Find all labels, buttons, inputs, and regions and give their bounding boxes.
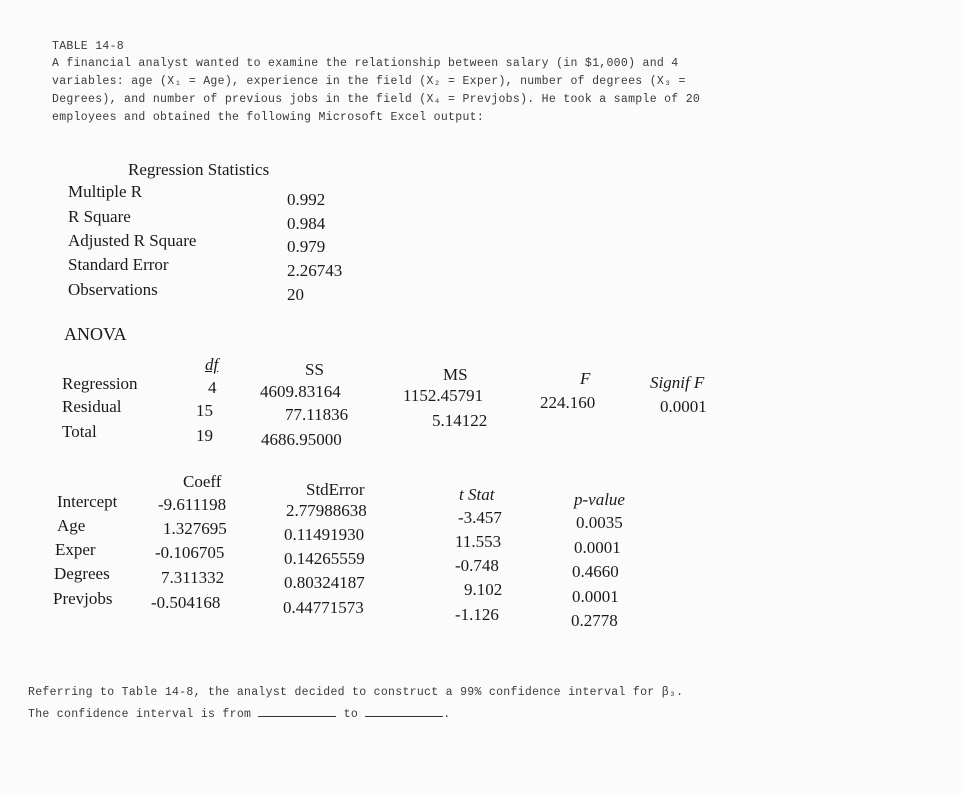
anova-header-df: df [205, 355, 219, 374]
coef-age-coeff: 1.327695 [163, 519, 227, 538]
anova-residual-df: 15 [196, 401, 213, 420]
coef-prevjobs-stderr: 0.44771573 [283, 598, 364, 617]
stat-label-r-square: R Square [68, 207, 131, 226]
answer-blank-upper[interactable] [365, 704, 443, 717]
coef-intercept-stderr: 2.77988638 [286, 501, 367, 520]
coef-header-pvalue: p-value [574, 490, 625, 509]
coef-exper-tstat: -0.748 [455, 556, 499, 575]
stat-value-standard-error: 2.26743 [287, 261, 343, 280]
coef-degrees-tstat: 9.102 [464, 580, 503, 599]
question-line-1: Referring to Table 14-8, the analyst decided to construct a 99% confidence interval for β₃. [28, 686, 684, 699]
stat-label-standard-error: Standard Error [68, 255, 169, 274]
question-line-2 [28, 704, 450, 721]
coef-header-coeff: Coeff [183, 472, 222, 491]
question-line-2-prefix: The confidence interval is from [28, 708, 252, 721]
anova-header-ms: MS [443, 365, 468, 384]
coef-prevjobs-tstat: -1.126 [455, 605, 499, 624]
coef-label-intercept: Intercept [57, 492, 118, 511]
anova-header-ss: SS [305, 360, 324, 379]
stat-value-observations: 20 [287, 285, 304, 304]
anova-header-signif: Signif F [650, 373, 705, 392]
coef-age-stderr: 0.11491930 [284, 525, 365, 544]
anova-title: ANOVA [64, 324, 127, 344]
coef-exper-pvalue: 0.4660 [572, 562, 619, 581]
coef-degrees-stderr: 0.80324187 [284, 573, 365, 592]
coef-header-tstat: t Stat [459, 485, 495, 504]
question-line-2-mid: to [343, 708, 359, 721]
anova-regression-signif: 0.0001 [660, 397, 707, 416]
stat-value-multiple-r: 0.992 [287, 190, 326, 209]
coef-label-prevjobs: Prevjobs [53, 589, 113, 608]
coef-label-exper: Exper [55, 540, 96, 559]
intro-line-1: A financial analyst wanted to examine the relationship between salary (in $1,000) and 4 [52, 57, 679, 70]
regression-stats-title: Regression Statistics [128, 160, 270, 179]
anova-row-label-total: Total [62, 422, 97, 441]
coef-header-stderr: StdError [306, 480, 365, 499]
coef-intercept-pvalue: 0.0035 [576, 513, 623, 532]
coef-degrees-coeff: 7.311332 [161, 568, 225, 587]
coef-age-pvalue: 0.0001 [574, 538, 621, 557]
anova-regression-f: 224.160 [540, 393, 596, 412]
coef-prevjobs-coeff: -0.504168 [151, 593, 221, 612]
stat-label-observations: Observations [68, 280, 158, 299]
coef-label-age: Age [57, 516, 86, 535]
anova-regression-df: 4 [208, 378, 217, 397]
anova-regression-ms: 1152.45791 [403, 386, 484, 405]
stat-label-multiple-r: Multiple R [68, 182, 143, 201]
coef-age-tstat: 11.553 [455, 532, 502, 551]
anova-residual-ss: 77.11836 [285, 405, 349, 424]
coef-label-degrees: Degrees [54, 564, 110, 583]
stat-value-r-square: 0.984 [287, 214, 326, 233]
coef-exper-stderr: 0.14265559 [284, 549, 365, 568]
intro-line-3: Degrees), and number of previous jobs in the field (X₄ = Prevjobs). He took a sample of 20 [52, 93, 701, 106]
question-line-2-suffix: . [443, 708, 451, 721]
coef-intercept-tstat: -3.457 [458, 508, 502, 527]
anova-regression-ss: 4609.83164 [260, 382, 341, 401]
table-label: TABLE 14-8 [52, 40, 125, 53]
stat-label-adjusted-r-square: Adjusted R Square [68, 231, 197, 250]
stat-value-adjusted-r-square: 0.979 [287, 237, 326, 256]
intro-line-2: variables: age (X₁ = Age), experience in the field (X₂ = Exper), number of degrees (X₃ = [52, 75, 686, 88]
intro-line-4: employees and obtained the following Microsoft Excel output: [52, 111, 485, 124]
anova-row-label-regression: Regression [62, 374, 138, 393]
coef-exper-coeff: -0.106705 [155, 543, 225, 562]
anova-total-ss: 4686.95000 [261, 430, 342, 449]
anova-row-label-residual: Residual [62, 397, 122, 416]
coef-prevjobs-pvalue: 0.2778 [571, 611, 618, 630]
coef-intercept-coeff: -9.611198 [158, 495, 227, 514]
answer-blank-lower[interactable] [258, 704, 336, 717]
coef-degrees-pvalue: 0.0001 [572, 587, 619, 606]
anova-residual-ms: 5.14122 [432, 411, 488, 430]
anova-header-f: F [580, 369, 591, 388]
anova-total-df: 19 [196, 426, 213, 445]
